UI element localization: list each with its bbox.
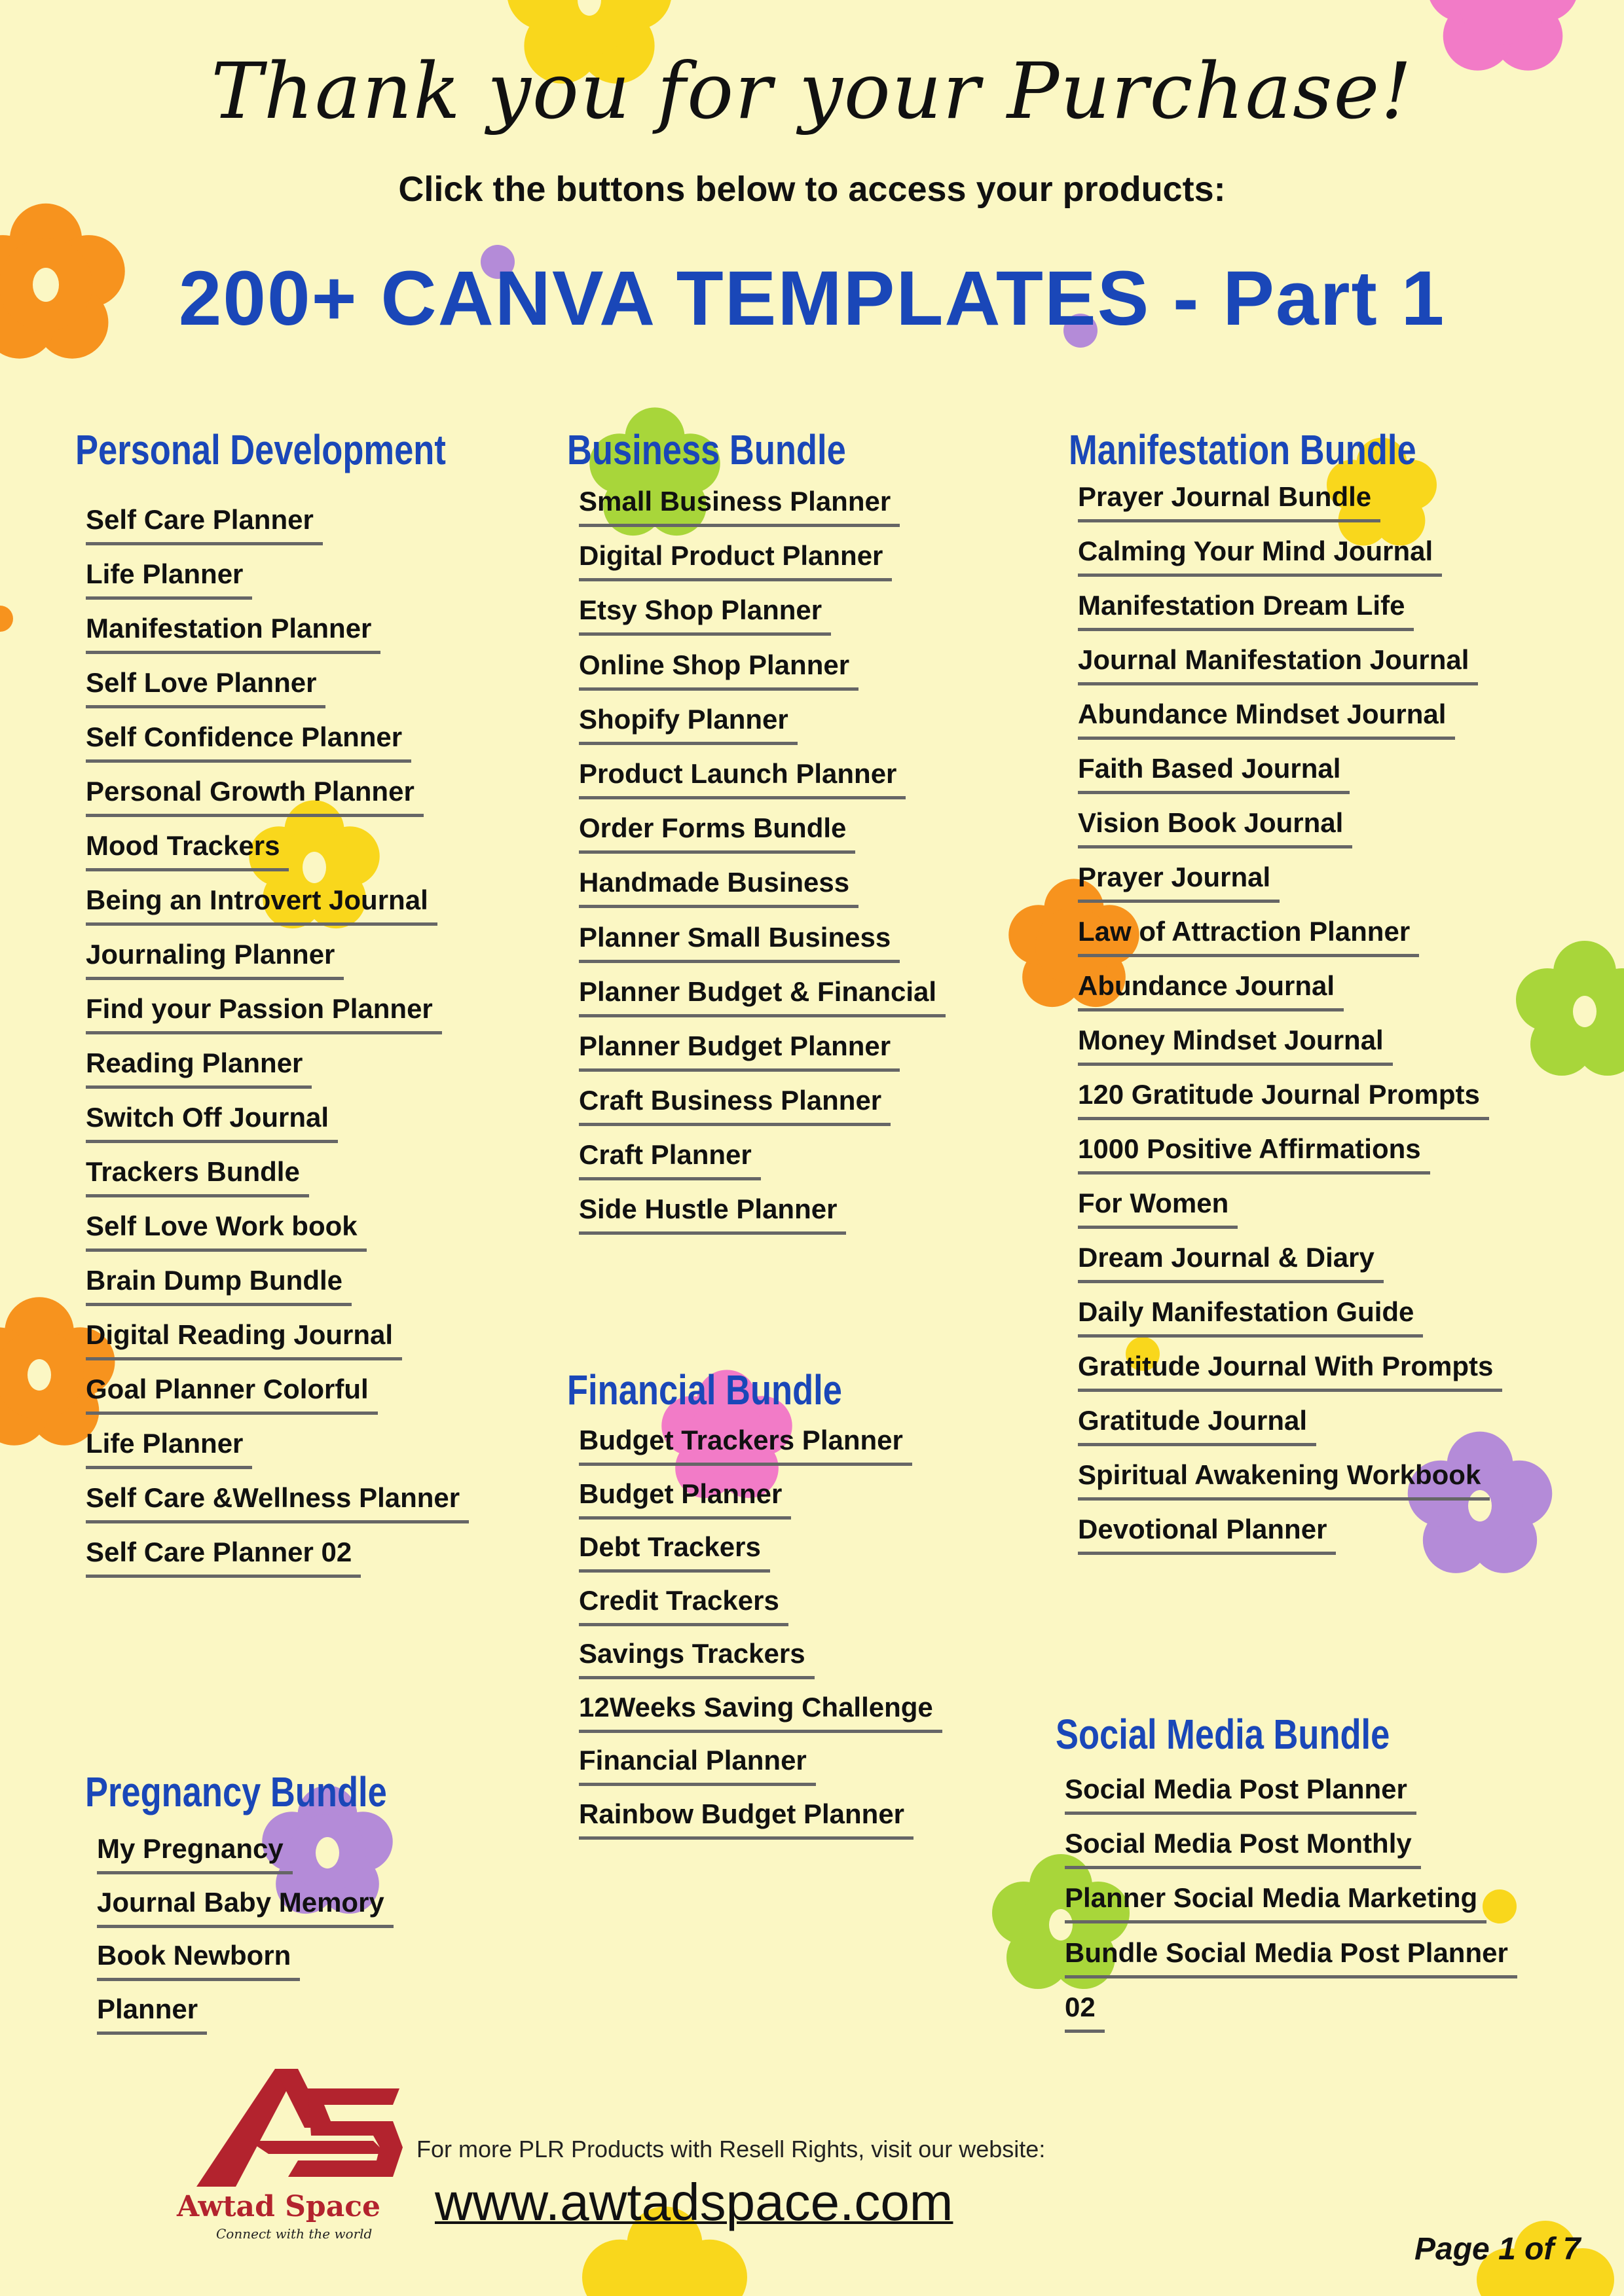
list-item	[1078, 536, 1502, 590]
link-button-being-an-introvert-journal[interactable]: Being an Introvert Journal	[86, 884, 437, 926]
link-button-social-media-post-monthly[interactable]: Social Media Post Monthly	[1065, 1828, 1421, 1869]
link-list	[579, 1425, 942, 1851]
link-button-1000-positive-affirmations[interactable]: 1000 Positive Affirmations	[1078, 1133, 1430, 1175]
list-item	[1078, 699, 1502, 753]
link-list	[1065, 1774, 1517, 2046]
link-button-goal-planner-colorful[interactable]: Goal Planner Colorful	[86, 1374, 378, 1415]
link-button-self-care-planner[interactable]: Self Care Planner	[86, 504, 323, 545]
link-button-reading-planner[interactable]: Reading Planner	[86, 1048, 312, 1089]
link-button-spiritual-awakening-workbook[interactable]: Spiritual Awakening Workbook	[1078, 1459, 1490, 1501]
link-button-money-mindset-journal[interactable]: Money Mindset Journal	[1078, 1025, 1393, 1066]
list-item	[1078, 807, 1502, 862]
link-button-self-confidence-planner[interactable]: Self Confidence Planner	[86, 721, 411, 763]
link-button-book-newborn[interactable]: Book Newborn	[97, 1940, 300, 1981]
link-list	[97, 1833, 394, 2047]
list-item	[1078, 1514, 1502, 1568]
link-button-gratitude-journal[interactable]: Gratitude Journal	[1078, 1405, 1316, 1446]
link-button-law-of-attraction-planner[interactable]: Law of Attraction Planner	[1078, 916, 1419, 957]
list-item	[1065, 1882, 1517, 1937]
list-item	[97, 1887, 394, 1941]
list-item	[1078, 1459, 1502, 1514]
website-link[interactable]: www.awtadspace.com	[435, 2173, 953, 2231]
link-button-handmade-business[interactable]: Handmade Business	[579, 867, 858, 908]
link-button-120-gratitude-journal-prompts[interactable]: 120 Gratitude Journal Prompts	[1078, 1079, 1489, 1120]
link-button-life-planner[interactable]: Life Planner	[86, 558, 252, 600]
list-item	[86, 1265, 469, 1319]
link-button-planner-budget-planner[interactable]: Planner Budget Planner	[579, 1030, 900, 1072]
list-item	[86, 667, 469, 721]
list-item	[579, 976, 946, 1030]
list-item	[1078, 644, 1502, 699]
link-list	[1078, 481, 1502, 1568]
list-item	[579, 1692, 942, 1745]
promo-text: For more PLR Products with Resell Rights, visit our website:	[416, 2136, 1046, 2162]
link-button-vision-book-journal[interactable]: Vision Book Journal	[1078, 807, 1352, 848]
list-item	[86, 558, 469, 613]
link-button-journal-baby-memory[interactable]: Journal Baby Memory	[97, 1887, 394, 1928]
link-button-devotional-planner[interactable]: Devotional Planner	[1078, 1514, 1336, 1555]
list-item	[97, 1994, 394, 2047]
link-button-dream-journal-diary[interactable]: Dream Journal & Diary	[1078, 1242, 1384, 1283]
logo-tagline: Connect with the world	[216, 2226, 373, 2242]
link-list	[86, 504, 469, 1591]
page-title: 200+ CANVA TEMPLATES - Part 1	[178, 255, 1446, 342]
list-item	[579, 922, 946, 976]
link-button-self-care-planner-02[interactable]: Self Care Planner 02	[86, 1537, 361, 1578]
link-button-prayer-journal-bundle[interactable]: Prayer Journal Bundle	[1078, 481, 1380, 522]
section-title: Personal Development	[75, 426, 446, 473]
page-number: Page 1 of 7	[1414, 2232, 1581, 2267]
link-button-manifestation-dream-life[interactable]: Manifestation Dream Life	[1078, 590, 1414, 631]
list-item	[1065, 1937, 1517, 1992]
link-button-personal-growth-planner[interactable]: Personal Growth Planner	[86, 776, 424, 817]
list-item	[1078, 1351, 1502, 1405]
list-item	[1065, 1992, 1517, 2046]
list-item	[1078, 1296, 1502, 1351]
link-button-rainbow-budget-planner[interactable]: Rainbow Budget Planner	[579, 1798, 913, 1840]
list-item	[86, 830, 469, 884]
list-item	[86, 504, 469, 558]
section-title: Financial Bundle	[567, 1366, 842, 1413]
link-button-planner-social-media-marketing[interactable]: Planner Social Media Marketing	[1065, 1882, 1486, 1923]
list-item	[97, 1940, 394, 1994]
link-button-mood-trackers[interactable]: Mood Trackers	[86, 830, 289, 871]
link-button-social-media-post-planner[interactable]: Social Media Post Planner	[1065, 1774, 1416, 1815]
list-item	[579, 1585, 942, 1639]
list-item	[579, 1478, 942, 1532]
list-item	[579, 1085, 946, 1139]
list-item	[86, 1537, 469, 1591]
list-item	[86, 1048, 469, 1102]
list-item	[1078, 862, 1502, 916]
list-item	[1078, 916, 1502, 970]
section-title: Social Media Bundle	[1056, 1711, 1390, 1758]
list-item	[97, 1833, 394, 1887]
list-item	[1078, 590, 1502, 644]
list-item	[579, 1194, 946, 1248]
link-button-bundle-social-media-post-planner[interactable]: Bundle Social Media Post Planner	[1065, 1937, 1517, 1978]
list-item	[579, 486, 946, 540]
link-button-product-launch-planner[interactable]: Product Launch Planner	[579, 758, 906, 799]
list-item	[86, 1482, 469, 1537]
link-button-credit-trackers[interactable]: Credit Trackers	[579, 1585, 788, 1626]
link-button-small-business-planner[interactable]: Small Business Planner	[579, 486, 900, 527]
link-button-debt-trackers[interactable]: Debt Trackers	[579, 1531, 770, 1573]
list-item	[579, 649, 946, 704]
list-item	[579, 1745, 942, 1798]
awtad-space-logo-icon	[177, 2062, 413, 2193]
link-button-side-hustle-planner[interactable]: Side Hustle Planner	[579, 1194, 846, 1235]
list-item	[579, 594, 946, 649]
list-item	[579, 1638, 942, 1692]
list-item	[579, 1425, 942, 1478]
link-button-financial-planner[interactable]: Financial Planner	[579, 1745, 816, 1786]
list-item	[1065, 1828, 1517, 1882]
list-item	[1078, 1079, 1502, 1133]
list-item	[1065, 1774, 1517, 1828]
list-item	[1078, 1025, 1502, 1079]
list-item	[579, 1139, 946, 1194]
link-button-trackers-bundle[interactable]: Trackers Bundle	[86, 1156, 309, 1197]
list-item	[86, 1319, 469, 1374]
link-button-shopify-planner[interactable]: Shopify Planner	[579, 704, 798, 745]
link-button-savings-trackers[interactable]: Savings Trackers	[579, 1638, 815, 1679]
list-item	[86, 939, 469, 993]
link-button-planner-budget-financial[interactable]: Planner Budget & Financial	[579, 976, 946, 1017]
link-button-my-pregnancy[interactable]: My Pregnancy	[97, 1833, 293, 1874]
link-button-prayer-journal[interactable]: Prayer Journal	[1078, 862, 1280, 903]
list-item	[1078, 1133, 1502, 1188]
list-item	[86, 1156, 469, 1211]
list-item	[86, 776, 469, 830]
link-button-self-love-planner[interactable]: Self Love Planner	[86, 667, 325, 708]
list-item	[86, 721, 469, 776]
link-button-self-love-work-book[interactable]: Self Love Work book	[86, 1211, 367, 1252]
link-button-etsy-shop-planner[interactable]: Etsy Shop Planner	[579, 594, 831, 636]
flower-green-right	[1516, 941, 1624, 1076]
link-button-online-shop-planner[interactable]: Online Shop Planner	[579, 649, 858, 691]
list-item	[86, 1211, 469, 1265]
list-item	[86, 1102, 469, 1156]
list-item	[1078, 970, 1502, 1025]
link-button-life-planner[interactable]: Life Planner	[86, 1428, 252, 1469]
list-item	[86, 1428, 469, 1482]
link-button-digital-reading-journal[interactable]: Digital Reading Journal	[86, 1319, 402, 1360]
list-item	[86, 993, 469, 1048]
link-button-journaling-planner[interactable]: Journaling Planner	[86, 939, 344, 980]
link-button-self-care-wellness-planner[interactable]: Self Care &Wellness Planner	[86, 1482, 469, 1523]
list-item	[86, 613, 469, 667]
link-button-switch-off-journal[interactable]: Switch Off Journal	[86, 1102, 338, 1143]
list-item	[1078, 481, 1502, 536]
list-item	[1078, 753, 1502, 807]
list-item	[579, 704, 946, 758]
list-item	[1078, 1188, 1502, 1242]
list-item	[86, 884, 469, 939]
link-button-calming-your-mind-journal[interactable]: Calming Your Mind Journal	[1078, 536, 1442, 577]
list-item	[579, 1030, 946, 1085]
link-button-abundance-journal[interactable]: Abundance Journal	[1078, 970, 1344, 1011]
link-button-12weeks-saving-challenge[interactable]: 12Weeks Saving Challenge	[579, 1692, 942, 1733]
list-item	[579, 1798, 942, 1852]
list-item	[1078, 1242, 1502, 1296]
link-button-budget-trackers-planner[interactable]: Budget Trackers Planner	[579, 1425, 912, 1466]
list-item	[579, 1531, 942, 1585]
link-button-budget-planner[interactable]: Budget Planner	[579, 1478, 791, 1520]
link-button-02[interactable]: 02	[1065, 1992, 1105, 2033]
link-button-abundance-mindset-journal[interactable]: Abundance Mindset Journal	[1078, 699, 1455, 740]
thank-you-heading: Thank you for your Purchase!	[211, 46, 1413, 136]
link-button-planner-small-business[interactable]: Planner Small Business	[579, 922, 900, 963]
list-item	[579, 812, 946, 867]
section-title: Pregnancy Bundle	[85, 1768, 387, 1815]
link-button-digital-product-planner[interactable]: Digital Product Planner	[579, 540, 892, 581]
link-list	[579, 486, 946, 1248]
list-item	[579, 758, 946, 812]
list-item	[86, 1374, 469, 1428]
link-button-journal-manifestation-journal[interactable]: Journal Manifestation Journal	[1078, 644, 1478, 685]
link-button-planner[interactable]: Planner	[97, 1994, 207, 2035]
link-button-craft-business-planner[interactable]: Craft Business Planner	[579, 1085, 891, 1126]
list-item	[1078, 1405, 1502, 1459]
instructions-text: Click the buttons below to access your products:	[398, 170, 1226, 209]
link-button-order-forms-bundle[interactable]: Order Forms Bundle	[579, 812, 855, 854]
list-item	[579, 867, 946, 921]
link-button-manifestation-planner[interactable]: Manifestation Planner	[86, 613, 380, 654]
link-button-brain-dump-bundle[interactable]: Brain Dump Bundle	[86, 1265, 352, 1306]
link-button-faith-based-journal[interactable]: Faith Based Journal	[1078, 753, 1350, 794]
link-button-craft-planner[interactable]: Craft Planner	[579, 1139, 761, 1180]
logo-name: Awtad Space	[177, 2190, 380, 2223]
link-button-find-your-passion-planner[interactable]: Find your Passion Planner	[86, 993, 442, 1034]
section-title: Manifestation Bundle	[1069, 426, 1416, 473]
link-button-gratitude-journal-with-prompts[interactable]: Gratitude Journal With Prompts	[1078, 1351, 1502, 1392]
section-title: Business Bundle	[567, 426, 846, 473]
link-button-for-women[interactable]: For Women	[1078, 1188, 1238, 1229]
list-item	[579, 540, 946, 594]
link-button-daily-manifestation-guide[interactable]: Daily Manifestation Guide	[1078, 1296, 1423, 1338]
